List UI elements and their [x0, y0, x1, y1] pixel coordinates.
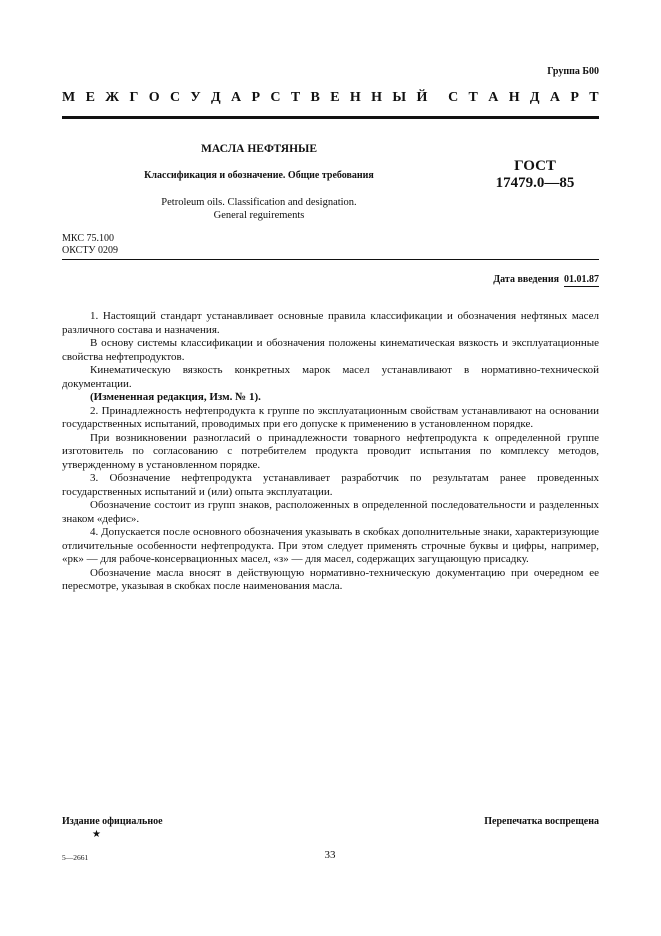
- banner-letter: А: [488, 90, 499, 105]
- banner-letter: Г: [129, 90, 139, 105]
- banner-letter: Н: [508, 90, 520, 105]
- english-title-line: General reguirements: [213, 210, 305, 221]
- gost-designation: [480, 158, 590, 192]
- banner-letter: В: [310, 90, 320, 105]
- banner-letter: Р: [251, 90, 261, 105]
- document-title: МАСЛА НЕФТЯНЫЕ: [200, 143, 317, 155]
- gost-label: ГОСТ: [514, 158, 556, 174]
- banner-letter: Д: [211, 90, 221, 105]
- paragraph: 1. Настоящий стандарт устанавливает основные правила классификации и обозначения нефтяных масел различного состава и назначения.: [62, 310, 599, 336]
- document-subtitle: Классификация и обозначение. Общие требования: [144, 170, 374, 181]
- banner-letter: Ы: [392, 90, 407, 105]
- classification-codes: [62, 233, 118, 257]
- print-code: 5—2661: [62, 853, 89, 862]
- banner-letter: У: [190, 90, 201, 105]
- document-body: [62, 310, 599, 594]
- standard-banner: [62, 90, 599, 106]
- paragraph: Обозначение масла вносят в действующую нормативно-техническую документацию при очередном ее пересмотре, указывая в скобках после наименования масла.: [62, 566, 599, 592]
- star-icon: ★: [92, 829, 101, 840]
- banner-letter: Е: [330, 90, 340, 105]
- banner-letter: А: [549, 90, 561, 105]
- banner-letter: Т: [290, 90, 301, 105]
- banner-letter: Н: [349, 90, 361, 105]
- paragraph: При возникновении разногласий о принадлежности товарного нефтепродукта к определенной группе изготовитель по согласованию с потребителем продукта проводит испытания по комплексу методов, утвержденному в установленном порядке.: [62, 431, 599, 471]
- banner-letter: Н: [371, 90, 383, 105]
- date-value: 01.01.87: [564, 274, 599, 285]
- paragraph: 2. Принадлежность нефтепродукта к группе по эксплуатационным свойствам устанавливают на основании государственных испытаний, проводимых при его допуске к применению в установленном порядке.: [62, 404, 599, 430]
- banner-letter: Е: [85, 90, 95, 105]
- english-title-line: Petroleum oils. Classification and designation.: [161, 197, 357, 208]
- banner-letter: Д: [529, 90, 540, 105]
- amendment-note: (Измененная редакция, Изм. № 1).: [90, 391, 261, 403]
- banner-letter: С: [448, 90, 459, 105]
- paragraph: Кинематическую вязкость конкретных марок масел устанавливают в нормативно-технической документации.: [62, 364, 599, 390]
- banner-letter: Т: [468, 90, 478, 105]
- codes-divider: [62, 259, 599, 260]
- paragraph: 3. Обозначение нефтепродукта устанавливает разработчик по результатам ранее проведенных государственных испытаний и (или) опыта эксплуатации.: [62, 472, 599, 498]
- paragraph: Обозначение состоит из групп знаков, расположенных в определенной последовательности и разделенных знаком «дефис».: [62, 499, 599, 525]
- page-number: 33: [324, 849, 336, 861]
- group-code: Группа Б00: [547, 66, 599, 77]
- banner-letter: Т: [589, 90, 599, 105]
- official-edition: Издание официальное: [62, 816, 163, 827]
- banner-letter: Р: [570, 90, 579, 105]
- date-label: Дата введения: [493, 274, 559, 285]
- banner-letter: А: [231, 90, 242, 105]
- banner-letter: Й: [416, 90, 428, 105]
- introduction-date: [493, 274, 599, 285]
- gost-number: 17479.0—85: [495, 175, 575, 191]
- okstu-code: ОКСТУ 0209: [62, 245, 119, 256]
- banner-letter: М: [62, 90, 76, 105]
- english-title: [130, 196, 388, 222]
- header-divider: [62, 116, 599, 119]
- paragraph: В основу системы классификации и обозначения положены кинематическая вязкость и эксплуатационные свойства нефтепродуктов.: [62, 337, 599, 363]
- reprint-notice: Перепечатка воспрещена: [484, 816, 599, 827]
- paragraph: 4. Допускается после основного обозначения указывать в скобках дополнительные знаки, характеризующие отличительные особенности нефтепродукта. При этом следует применять строчные буквы и цифры, например, «рк» — для рабоче-консервационных масел, «з» — для масел, содержащих загущающую присадку.: [62, 526, 599, 565]
- banner-letter: О: [148, 90, 160, 105]
- mks-code: МКС 75.100: [62, 233, 114, 244]
- banner-letter: С: [169, 90, 181, 105]
- banner-letter: Ж: [105, 90, 120, 105]
- banner-letter: С: [270, 90, 281, 105]
